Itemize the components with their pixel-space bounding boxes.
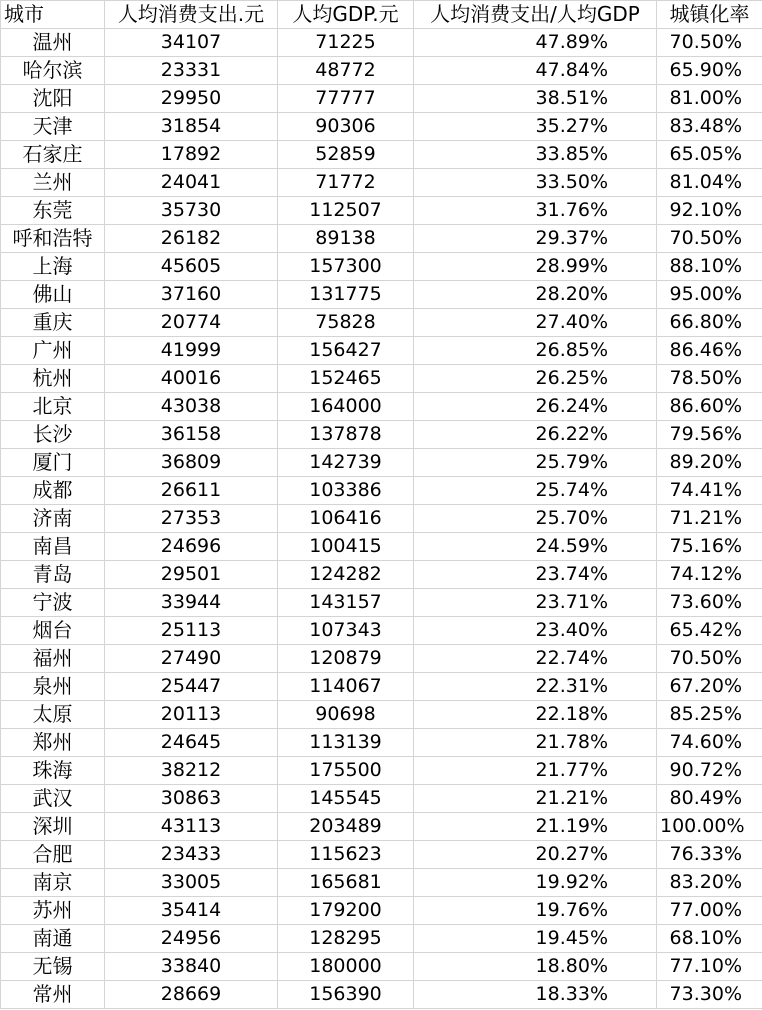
cell-ratio[interactable]: 23.74% (414, 561, 657, 589)
cell-city[interactable]: 佛山 (1, 281, 105, 309)
cell-urbanization[interactable]: 86.60% (657, 393, 762, 421)
cell-ratio[interactable]: 28.20% (414, 281, 657, 309)
cell-city[interactable]: 合肥 (1, 841, 105, 869)
cell-ratio[interactable]: 22.74% (414, 645, 657, 673)
cell-consumption[interactable]: 25447 (105, 673, 278, 701)
cell-ratio[interactable]: 26.25% (414, 365, 657, 393)
cell-city[interactable]: 呼和浩特 (1, 225, 105, 253)
cell-ratio[interactable]: 19.92% (414, 869, 657, 897)
cell-urbanization[interactable]: 86.46% (657, 337, 762, 365)
table-row (1, 281, 762, 309)
cell-urbanization[interactable]: 70.50% (657, 645, 762, 673)
cell-city[interactable]: 深圳 (1, 813, 105, 841)
cell-urbanization[interactable]: 92.10% (657, 197, 762, 225)
cell-consumption[interactable]: 43113 (105, 813, 278, 841)
cell-city[interactable]: 长沙 (1, 421, 105, 449)
cell-gdp[interactable]: 115623 (278, 841, 414, 869)
cell-urbanization[interactable]: 89.20% (657, 449, 762, 477)
cell-consumption[interactable]: 38212 (105, 757, 278, 785)
cell-city[interactable]: 成都 (1, 477, 105, 505)
cell-gdp[interactable]: 89138 (278, 225, 414, 253)
cell-urbanization[interactable]: 67.20% (657, 673, 762, 701)
cell-gdp[interactable]: 137878 (278, 421, 414, 449)
cell-gdp[interactable]: 107343 (278, 617, 414, 645)
cell-gdp[interactable]: 103386 (278, 477, 414, 505)
cell-ratio[interactable]: 35.27% (414, 113, 657, 141)
cell-city[interactable]: 天津 (1, 113, 105, 141)
cell-urbanization[interactable]: 73.60% (657, 589, 762, 617)
header-consumption[interactable]: 人均消费支出.元 (105, 1, 278, 29)
cell-consumption[interactable]: 45605 (105, 253, 278, 281)
cell-consumption[interactable]: 35414 (105, 897, 278, 925)
cell-ratio[interactable]: 26.24% (414, 393, 657, 421)
cell-city[interactable]: 厦门 (1, 449, 105, 477)
cell-consumption[interactable]: 20113 (105, 701, 278, 729)
cell-ratio[interactable]: 20.27% (414, 841, 657, 869)
cell-gdp[interactable]: 90306 (278, 113, 414, 141)
cell-consumption[interactable]: 35730 (105, 197, 278, 225)
cell-gdp[interactable]: 75828 (278, 309, 414, 337)
table-row (1, 701, 762, 729)
cell-consumption[interactable]: 26611 (105, 477, 278, 505)
cell-consumption[interactable]: 33944 (105, 589, 278, 617)
table-row (1, 421, 762, 449)
table-row (1, 57, 762, 85)
cell-urbanization[interactable]: 70.50% (657, 225, 762, 253)
table-row (1, 841, 762, 869)
table-row (1, 617, 762, 645)
cell-ratio[interactable]: 27.40% (414, 309, 657, 337)
cell-urbanization[interactable]: 76.33% (657, 841, 762, 869)
cell-gdp[interactable]: 164000 (278, 393, 414, 421)
cell-consumption[interactable]: 40016 (105, 365, 278, 393)
table-row (1, 533, 762, 561)
cell-ratio[interactable]: 31.76% (414, 197, 657, 225)
cell-city[interactable]: 上海 (1, 253, 105, 281)
header-gdp[interactable]: 人均GDP.元 (278, 1, 414, 29)
cell-gdp[interactable]: 114067 (278, 673, 414, 701)
cell-gdp[interactable]: 156390 (278, 981, 414, 1009)
cell-ratio[interactable]: 21.77% (414, 757, 657, 785)
cell-ratio[interactable]: 21.21% (414, 785, 657, 813)
cell-city[interactable]: 南昌 (1, 533, 105, 561)
cell-consumption[interactable]: 25113 (105, 617, 278, 645)
cell-ratio[interactable]: 19.45% (414, 925, 657, 953)
table-row (1, 169, 762, 197)
cell-consumption[interactable]: 24041 (105, 169, 278, 197)
cell-city[interactable]: 苏州 (1, 897, 105, 925)
table-row (1, 337, 762, 365)
table-row (1, 897, 762, 925)
cell-ratio[interactable]: 23.40% (414, 617, 657, 645)
cell-city[interactable]: 哈尔滨 (1, 57, 105, 85)
cell-gdp[interactable]: 71772 (278, 169, 414, 197)
cell-city[interactable]: 杭州 (1, 365, 105, 393)
table-row (1, 141, 762, 169)
cell-gdp[interactable]: 131775 (278, 281, 414, 309)
cell-city[interactable]: 温州 (1, 29, 105, 57)
cell-consumption[interactable]: 36809 (105, 449, 278, 477)
cell-urbanization[interactable]: 73.30% (657, 981, 762, 1009)
cell-consumption[interactable]: 43038 (105, 393, 278, 421)
cell-city[interactable]: 烟台 (1, 617, 105, 645)
cell-consumption[interactable]: 31854 (105, 113, 278, 141)
cell-consumption[interactable]: 29950 (105, 85, 278, 113)
cell-city[interactable]: 济南 (1, 505, 105, 533)
cell-urbanization[interactable]: 74.12% (657, 561, 762, 589)
cell-gdp[interactable]: 112507 (278, 197, 414, 225)
cell-city[interactable]: 南京 (1, 869, 105, 897)
cell-consumption[interactable]: 20774 (105, 309, 278, 337)
cell-urbanization[interactable]: 81.00% (657, 85, 762, 113)
cell-city[interactable]: 无锡 (1, 953, 105, 981)
cell-city[interactable]: 青岛 (1, 561, 105, 589)
cell-gdp[interactable]: 113139 (278, 729, 414, 757)
cell-consumption[interactable]: 24956 (105, 925, 278, 953)
table-row (1, 813, 762, 841)
table-row (1, 561, 762, 589)
cell-city[interactable]: 兰州 (1, 169, 105, 197)
table-row (1, 869, 762, 897)
cell-ratio[interactable]: 24.59% (414, 533, 657, 561)
table-row (1, 85, 762, 113)
table-row (1, 645, 762, 673)
cell-urbanization[interactable]: 75.16% (657, 533, 762, 561)
table-row (1, 729, 762, 757)
cell-gdp[interactable]: 120879 (278, 645, 414, 673)
cell-consumption[interactable]: 37160 (105, 281, 278, 309)
cell-gdp[interactable]: 157300 (278, 253, 414, 281)
cell-city[interactable]: 南通 (1, 925, 105, 953)
cell-gdp[interactable]: 124282 (278, 561, 414, 589)
cell-ratio[interactable]: 25.74% (414, 477, 657, 505)
table-row (1, 589, 762, 617)
cell-consumption[interactable]: 24645 (105, 729, 278, 757)
cell-urbanization[interactable]: 90.72% (657, 757, 762, 785)
cell-gdp[interactable]: 128295 (278, 925, 414, 953)
cell-city[interactable]: 重庆 (1, 309, 105, 337)
cell-urbanization[interactable]: 65.05% (657, 141, 762, 169)
table-row (1, 309, 762, 337)
table-row (1, 925, 762, 953)
cell-gdp[interactable]: 142739 (278, 449, 414, 477)
cell-ratio[interactable]: 29.37% (414, 225, 657, 253)
cell-gdp[interactable]: 71225 (278, 29, 414, 57)
cell-urbanization[interactable]: 68.10% (657, 925, 762, 953)
table-row (1, 757, 762, 785)
cell-gdp[interactable]: 100415 (278, 533, 414, 561)
cell-city[interactable]: 武汉 (1, 785, 105, 813)
cell-consumption[interactable]: 24696 (105, 533, 278, 561)
cell-consumption[interactable]: 23433 (105, 841, 278, 869)
cell-urbanization[interactable]: 80.49% (657, 785, 762, 813)
cell-ratio[interactable]: 25.79% (414, 449, 657, 477)
cell-urbanization[interactable]: 83.20% (657, 869, 762, 897)
cell-urbanization[interactable]: 77.10% (657, 953, 762, 981)
cell-ratio[interactable]: 18.80% (414, 953, 657, 981)
cell-urbanization[interactable]: 100.00% (657, 813, 762, 841)
header-row (1, 1, 762, 29)
cell-urbanization[interactable]: 65.42% (657, 617, 762, 645)
table-row (1, 225, 762, 253)
cell-consumption[interactable]: 28669 (105, 981, 278, 1009)
cell-ratio[interactable]: 33.50% (414, 169, 657, 197)
cell-gdp[interactable]: 77777 (278, 85, 414, 113)
cell-urbanization[interactable]: 85.25% (657, 701, 762, 729)
cell-city[interactable]: 常州 (1, 981, 105, 1009)
cell-urbanization[interactable]: 65.90% (657, 57, 762, 85)
cell-consumption[interactable]: 27490 (105, 645, 278, 673)
cell-ratio[interactable]: 21.19% (414, 813, 657, 841)
cell-city[interactable]: 泉州 (1, 673, 105, 701)
cell-consumption[interactable]: 30863 (105, 785, 278, 813)
cell-ratio[interactable]: 28.99% (414, 253, 657, 281)
cell-ratio[interactable]: 33.85% (414, 141, 657, 169)
cell-consumption[interactable]: 29501 (105, 561, 278, 589)
table-row (1, 785, 762, 813)
header-urbanization[interactable]: 城镇化率 (657, 1, 762, 29)
cell-city[interactable]: 珠海 (1, 757, 105, 785)
cell-consumption[interactable]: 33005 (105, 869, 278, 897)
table-header (1, 1, 762, 29)
cell-ratio[interactable]: 25.70% (414, 505, 657, 533)
cell-consumption[interactable]: 33840 (105, 953, 278, 981)
cell-city[interactable]: 宁波 (1, 589, 105, 617)
cell-consumption[interactable]: 34107 (105, 29, 278, 57)
cell-consumption[interactable]: 36158 (105, 421, 278, 449)
cell-ratio[interactable]: 47.84% (414, 57, 657, 85)
cell-ratio[interactable]: 26.85% (414, 337, 657, 365)
cell-gdp[interactable]: 180000 (278, 953, 414, 981)
cell-urbanization[interactable]: 88.10% (657, 253, 762, 281)
cell-urbanization[interactable]: 95.00% (657, 281, 762, 309)
cell-urbanization[interactable]: 74.41% (657, 477, 762, 505)
table-row (1, 253, 762, 281)
table-row (1, 393, 762, 421)
cell-gdp[interactable]: 156427 (278, 337, 414, 365)
cell-urbanization[interactable]: 66.80% (657, 309, 762, 337)
table-row (1, 197, 762, 225)
cell-city[interactable]: 石家庄 (1, 141, 105, 169)
table-row (1, 477, 762, 505)
cell-gdp[interactable]: 48772 (278, 57, 414, 85)
table-row (1, 505, 762, 533)
cell-consumption[interactable]: 17892 (105, 141, 278, 169)
cell-urbanization[interactable]: 71.21% (657, 505, 762, 533)
cell-ratio[interactable]: 23.71% (414, 589, 657, 617)
cell-urbanization[interactable]: 78.50% (657, 365, 762, 393)
cell-gdp[interactable]: 52859 (278, 141, 414, 169)
cell-ratio[interactable]: 47.89% (414, 29, 657, 57)
cell-ratio[interactable]: 38.51% (414, 85, 657, 113)
cell-gdp[interactable]: 90698 (278, 701, 414, 729)
cell-consumption[interactable]: 23331 (105, 57, 278, 85)
cell-city[interactable]: 北京 (1, 393, 105, 421)
cell-city[interactable]: 沈阳 (1, 85, 105, 113)
cell-ratio[interactable]: 21.78% (414, 729, 657, 757)
cell-ratio[interactable]: 18.33% (414, 981, 657, 1009)
table-row (1, 29, 762, 57)
cell-urbanization[interactable]: 74.60% (657, 729, 762, 757)
cell-urbanization[interactable]: 83.48% (657, 113, 762, 141)
cell-city[interactable]: 太原 (1, 701, 105, 729)
cell-ratio[interactable]: 26.22% (414, 421, 657, 449)
cell-consumption[interactable]: 27353 (105, 505, 278, 533)
cell-urbanization[interactable]: 81.04% (657, 169, 762, 197)
cell-city[interactable]: 郑州 (1, 729, 105, 757)
cell-urbanization[interactable]: 77.00% (657, 897, 762, 925)
cell-gdp[interactable]: 143157 (278, 589, 414, 617)
cell-gdp[interactable]: 203489 (278, 813, 414, 841)
table-row (1, 981, 762, 1009)
cell-consumption[interactable]: 41999 (105, 337, 278, 365)
cell-gdp[interactable]: 152465 (278, 365, 414, 393)
table-body (1, 29, 762, 1009)
cell-gdp[interactable]: 175500 (278, 757, 414, 785)
table-row (1, 673, 762, 701)
cell-urbanization[interactable]: 79.56% (657, 421, 762, 449)
cell-urbanization[interactable]: 70.50% (657, 29, 762, 57)
cell-ratio[interactable]: 22.18% (414, 701, 657, 729)
cell-city[interactable]: 东莞 (1, 197, 105, 225)
cell-city[interactable]: 广州 (1, 337, 105, 365)
table-row (1, 365, 762, 393)
cell-consumption[interactable]: 26182 (105, 225, 278, 253)
header-ratio[interactable]: 人均消费支出/人均GDP (414, 1, 657, 29)
cell-gdp[interactable]: 179200 (278, 897, 414, 925)
cell-ratio[interactable]: 19.76% (414, 897, 657, 925)
cell-gdp[interactable]: 165681 (278, 869, 414, 897)
cell-gdp[interactable]: 106416 (278, 505, 414, 533)
cell-ratio[interactable]: 22.31% (414, 673, 657, 701)
header-city[interactable]: 城市 (1, 1, 105, 29)
table-row (1, 113, 762, 141)
table-row (1, 449, 762, 477)
table-row (1, 953, 762, 981)
cell-city[interactable]: 福州 (1, 645, 105, 673)
cell-gdp[interactable]: 145545 (278, 785, 414, 813)
